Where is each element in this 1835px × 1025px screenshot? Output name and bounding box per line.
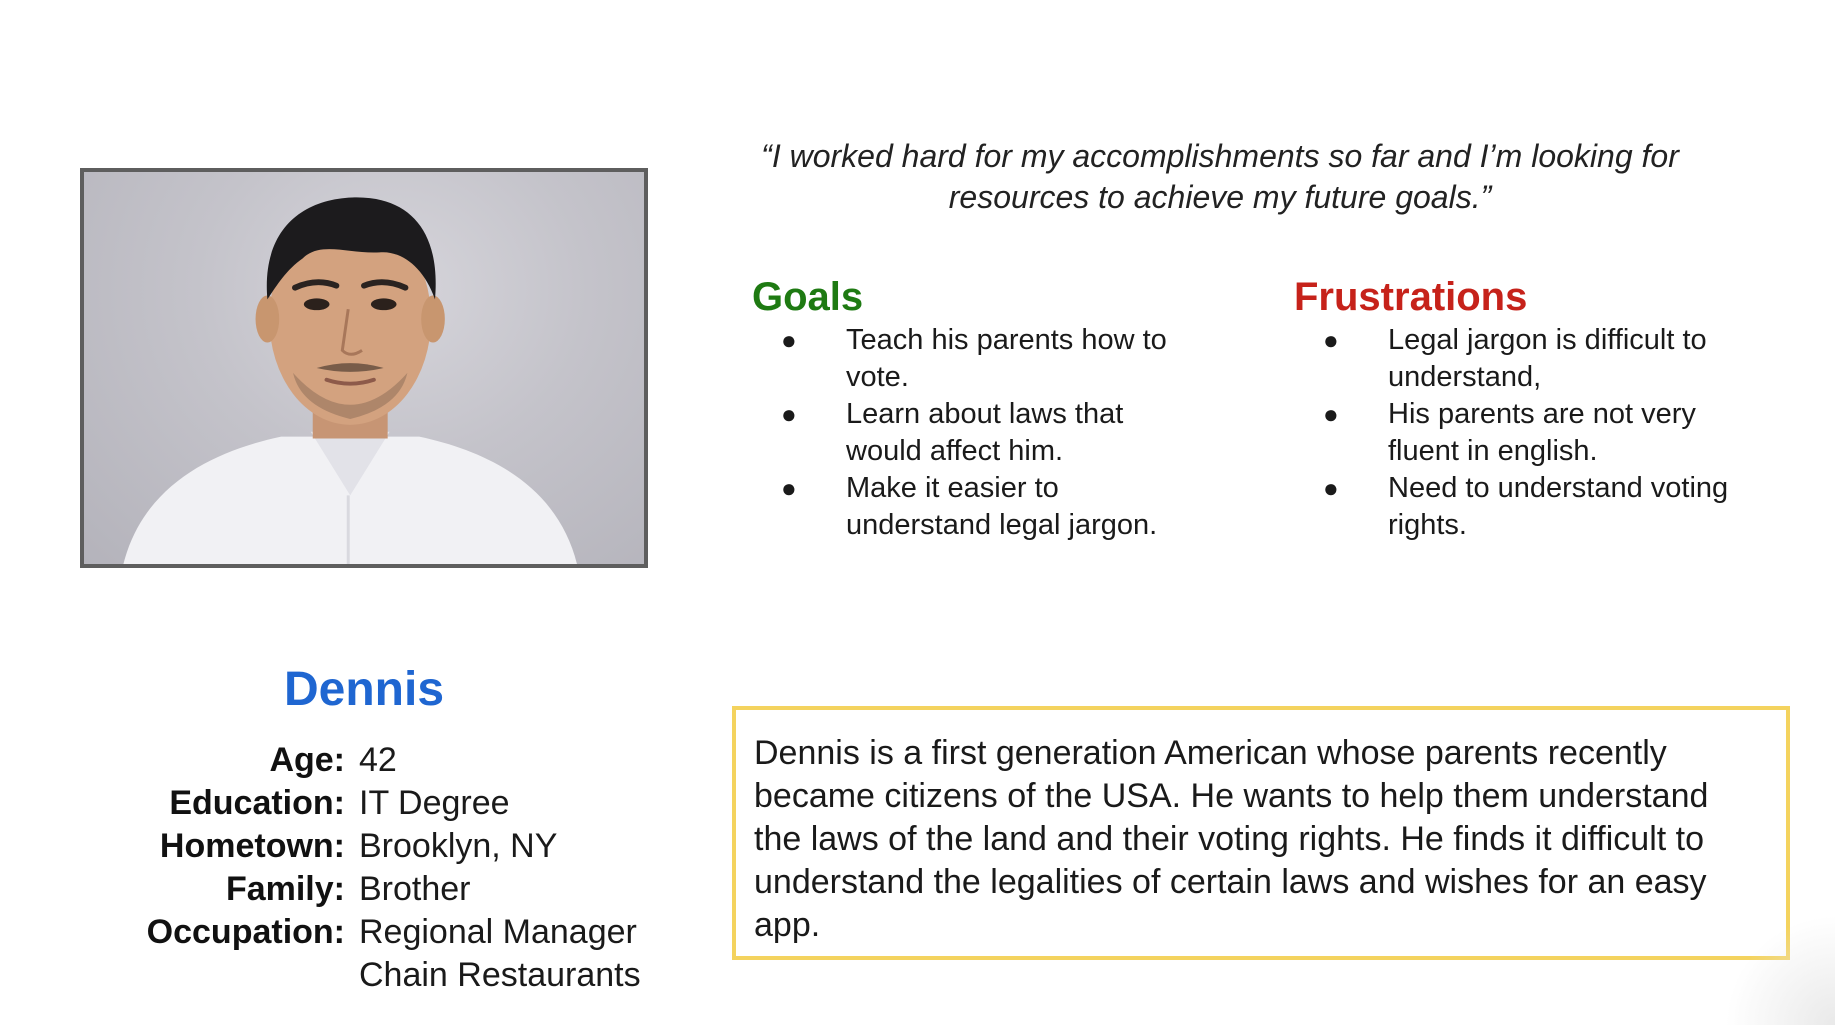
frustrations-list-item	[1294, 396, 1768, 470]
goals-section	[752, 272, 1272, 544]
detail-value: IT Degree	[359, 784, 510, 822]
goals-list	[752, 322, 1272, 544]
detail-row-family	[100, 868, 700, 911]
bullet-icon: ●	[781, 473, 797, 503]
detail-label	[100, 954, 345, 997]
corner-shadow	[1725, 915, 1835, 1025]
frustrations-list-item	[1294, 470, 1768, 544]
quote-line-1: “I worked hard for my accomplishments so far and I’m looking for	[761, 138, 1679, 174]
bullet-icon: ●	[1323, 473, 1339, 503]
persona-bio: Dennis is a first generation American whose parents recently became citizens of the USA. He wants to help them understand the laws of the land and their voting rights. He finds it difficult to understand the legalities of certain laws and wishes for an easy app.	[732, 706, 1790, 960]
frustrations-list-item	[1294, 322, 1768, 396]
goals-item-text: Teach his parents how to vote.	[846, 324, 1167, 393]
detail-value: 42	[359, 741, 397, 779]
persona-details	[100, 739, 700, 997]
detail-value: Brooklyn, NY	[359, 827, 558, 865]
detail-label: Hometown:	[159, 827, 345, 865]
detail-row-education	[100, 782, 700, 825]
detail-row-age	[100, 739, 700, 782]
frustrations-item-text: Need to understand voting rights.	[1388, 472, 1729, 541]
bullet-icon: ●	[1323, 325, 1339, 355]
goals-list-item	[752, 470, 1196, 544]
goals-item-text: Make it easier to understand legal jargon.	[846, 472, 1158, 541]
bullet-icon: ●	[781, 399, 797, 429]
detail-value: Regional Manager	[359, 913, 637, 951]
detail-label: Education:	[169, 784, 345, 822]
portrait-illustration	[84, 172, 644, 564]
goals-list-item	[752, 322, 1196, 396]
detail-row-occupation-continued	[100, 954, 700, 997]
persona-photo	[80, 168, 648, 568]
persona-name: Dennis	[283, 663, 445, 716]
detail-row-hometown	[100, 825, 700, 868]
detail-row-occupation	[100, 911, 700, 954]
goals-item-text: Learn about laws that would affect him.	[846, 398, 1124, 467]
detail-value: Brother	[359, 870, 471, 908]
goals-heading: Goals	[752, 275, 864, 319]
detail-label: Family:	[225, 870, 345, 908]
frustrations-item-text: His parents are not very fluent in english.	[1388, 398, 1696, 467]
detail-label: Occupation:	[146, 913, 345, 951]
bullet-icon: ●	[1323, 399, 1339, 429]
goals-list-item	[752, 396, 1196, 470]
frustrations-item-text: Legal jargon is difficult to understand,	[1388, 324, 1707, 393]
bullet-icon: ●	[781, 325, 797, 355]
detail-label: Age:	[269, 741, 345, 779]
detail-value: Chain Restaurants	[359, 956, 641, 994]
frustrations-list	[1294, 322, 1814, 544]
frustrations-heading: Frustrations	[1294, 275, 1528, 319]
quote-line-2: resources to achieve my future goals.”	[948, 179, 1492, 215]
frustrations-section	[1294, 272, 1814, 544]
persona-quote	[720, 136, 1720, 218]
